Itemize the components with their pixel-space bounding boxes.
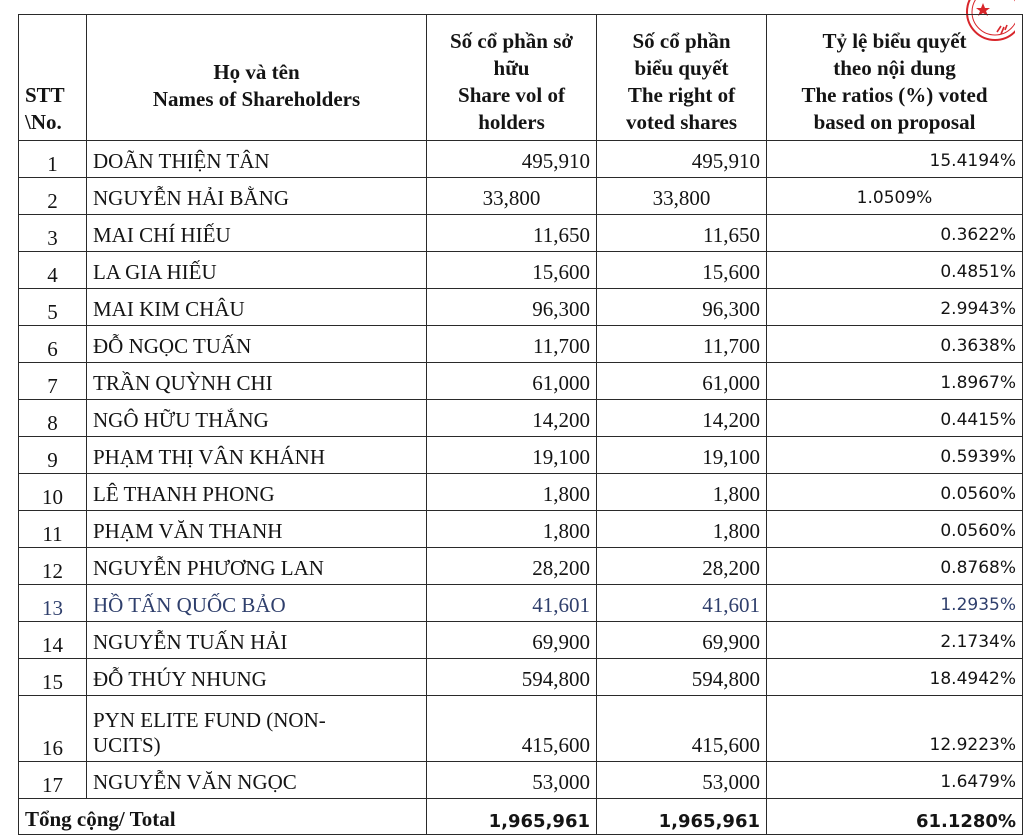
header-stt-line1: STT [25,83,65,107]
voting-shares: 1,800 [597,511,767,548]
shareholder-name-line2: UCITS) [93,733,161,757]
header-voting-line4: voted shares [625,110,738,134]
owned-shares-value: 33,800 [482,186,541,210]
shareholder-name: NGUYỄN HẢI BẰNG [87,178,427,215]
voting-ratio: 12.9223% [767,696,1023,762]
header-ratio-line1: Tỷ lệ biểu quyết [822,29,967,53]
table-row [19,511,1023,548]
table-row [19,178,1023,215]
table-row [19,585,1023,622]
owned-shares: 41,601 [427,585,597,622]
table-row [19,252,1023,289]
shareholder-name: PHẠM THỊ VÂN KHÁNH [87,437,427,474]
row-number: 2 [19,178,87,215]
voting-ratio: 0.5939% [767,437,1023,474]
header-owned-line4: holders [478,110,545,134]
voting-shares: 41,601 [597,585,767,622]
shareholder-name [87,696,427,762]
table-row [19,659,1023,696]
table-row [19,548,1023,585]
table-row [19,326,1023,363]
header-name [87,15,427,141]
table-row [19,215,1023,252]
voting-ratio-value: 1.0509% [856,188,933,208]
voting-ratio: 0.0560% [767,474,1023,511]
row-number: 7 [19,363,87,400]
voting-ratio: 1.2935% [767,585,1023,622]
row-number: 15 [19,659,87,696]
owned-shares: 19,100 [427,437,597,474]
owned-shares [427,178,597,215]
shareholder-name: NGUYỄN TUẤN HẢI [87,622,427,659]
voting-ratio: 0.4851% [767,252,1023,289]
voting-ratio: 2.9943% [767,289,1023,326]
row-number: 8 [19,400,87,437]
table-row [19,141,1023,178]
table-row [19,289,1023,326]
header-stt-line2: \No. [25,110,62,134]
voting-ratio: 15.4194% [767,141,1023,178]
total-owned-shares: 1,965,961 [427,799,597,835]
voting-ratio [767,178,1023,215]
owned-shares: 1,800 [427,511,597,548]
total-voting-shares: 1,965,961 [597,799,767,835]
header-owned-line2: hữu [493,56,530,80]
shareholder-name: TRẦN QUỲNH CHI [87,363,427,400]
shareholder-name: ĐỖ NGỌC TUẤN [87,326,427,363]
owned-shares: 14,200 [427,400,597,437]
voting-shares: 11,650 [597,215,767,252]
voting-shares: 61,000 [597,363,767,400]
shareholder-name: NGUYỄN VĂN NGỌC [87,762,427,799]
shareholder-name: NGÔ HỮU THẮNG [87,400,427,437]
row-number: 12 [19,548,87,585]
header-ratio-line2: theo nội dung [833,56,956,80]
owned-shares: 11,700 [427,326,597,363]
voting-ratio: 0.3622% [767,215,1023,252]
voting-shares: 15,600 [597,252,767,289]
voting-ratio: 18.4942% [767,659,1023,696]
shareholder-name: NGUYỄN PHƯƠNG LAN [87,548,427,585]
voting-ratio: 0.0560% [767,511,1023,548]
shareholder-name: LÊ THANH PHONG [87,474,427,511]
voting-shares: 28,200 [597,548,767,585]
voting-ratio: 2.1734% [767,622,1023,659]
table-row [19,762,1023,799]
voting-ratio: 1.8967% [767,363,1023,400]
row-number: 14 [19,622,87,659]
shareholder-name: PHẠM VĂN THANH [87,511,427,548]
table-row [19,696,1023,762]
table-row [19,400,1023,437]
owned-shares: 594,800 [427,659,597,696]
shareholder-name: DOÃN THIỆN TÂN [87,141,427,178]
header-owned-line1: Số cổ phần sở [449,29,574,53]
header-name-line1: Họ và tên [213,59,300,84]
owned-shares: 69,900 [427,622,597,659]
voting-ratio: 0.3638% [767,326,1023,363]
table-row [19,474,1023,511]
voting-shares-value: 33,800 [652,186,711,210]
row-number: 6 [19,326,87,363]
row-number: 9 [19,437,87,474]
owned-shares: 96,300 [427,289,597,326]
voting-shares: 415,600 [597,696,767,762]
shareholder-name: ĐỖ THÚY NHUNG [87,659,427,696]
header-ratio-line3: The ratios (%) voted [801,83,988,107]
header-owned-line3: Share vol of [458,83,565,107]
voting-shares: 96,300 [597,289,767,326]
row-number: 13 [19,585,87,622]
total-label: Tổng cộng/ Total [19,799,427,835]
row-number: 11 [19,511,87,548]
header-voting-line2: biểu quyết [634,56,729,80]
owned-shares: 61,000 [427,363,597,400]
shareholder-name: LA GIA HIẾU [87,252,427,289]
voting-ratio: 0.8768% [767,548,1023,585]
voting-shares: 19,100 [597,437,767,474]
shareholder-voting-table [18,14,1023,835]
header-voting-ratio [767,15,1023,141]
owned-shares: 415,600 [427,696,597,762]
owned-shares: 495,910 [427,141,597,178]
header-name-line2: Names of Shareholders [152,86,361,111]
voting-shares: 69,900 [597,622,767,659]
row-number: 3 [19,215,87,252]
row-number: 10 [19,474,87,511]
shareholder-name: HỒ TẤN QUỐC BẢO [87,585,427,622]
header-voting-line1: Số cổ phần [632,29,731,53]
row-number: 17 [19,762,87,799]
voting-ratio: 1.6479% [767,762,1023,799]
voting-shares: 53,000 [597,762,767,799]
voting-shares [597,178,767,215]
header-owned-shares [427,15,597,141]
owned-shares: 11,650 [427,215,597,252]
header-ratio-line4: based on proposal [813,110,976,134]
table-row [19,363,1023,400]
voting-shares: 495,910 [597,141,767,178]
shareholder-name: MAI KIM CHÂU [87,289,427,326]
owned-shares: 1,800 [427,474,597,511]
table-header-row [19,15,1023,141]
voting-shares: 594,800 [597,659,767,696]
total-row [19,799,1023,835]
owned-shares: 28,200 [427,548,597,585]
shareholder-name: MAI CHÍ HIẾU [87,215,427,252]
shareholder-name-line1: PYN ELITE FUND (NON- [93,708,326,732]
voting-shares: 1,800 [597,474,767,511]
owned-shares: 15,600 [427,252,597,289]
table-row [19,622,1023,659]
header-voting-line3: The right of [627,83,736,107]
row-number: 4 [19,252,87,289]
voting-shares: 11,700 [597,326,767,363]
header-stt [19,15,87,141]
row-number: 16 [19,696,87,762]
total-voting-ratio: 61.1280% [767,799,1023,835]
voting-shares: 14,200 [597,400,767,437]
row-number: 5 [19,289,87,326]
row-number: 1 [19,141,87,178]
header-voting-shares [597,15,767,141]
table-row [19,437,1023,474]
voting-ratio: 0.4415% [767,400,1023,437]
owned-shares: 53,000 [427,762,597,799]
